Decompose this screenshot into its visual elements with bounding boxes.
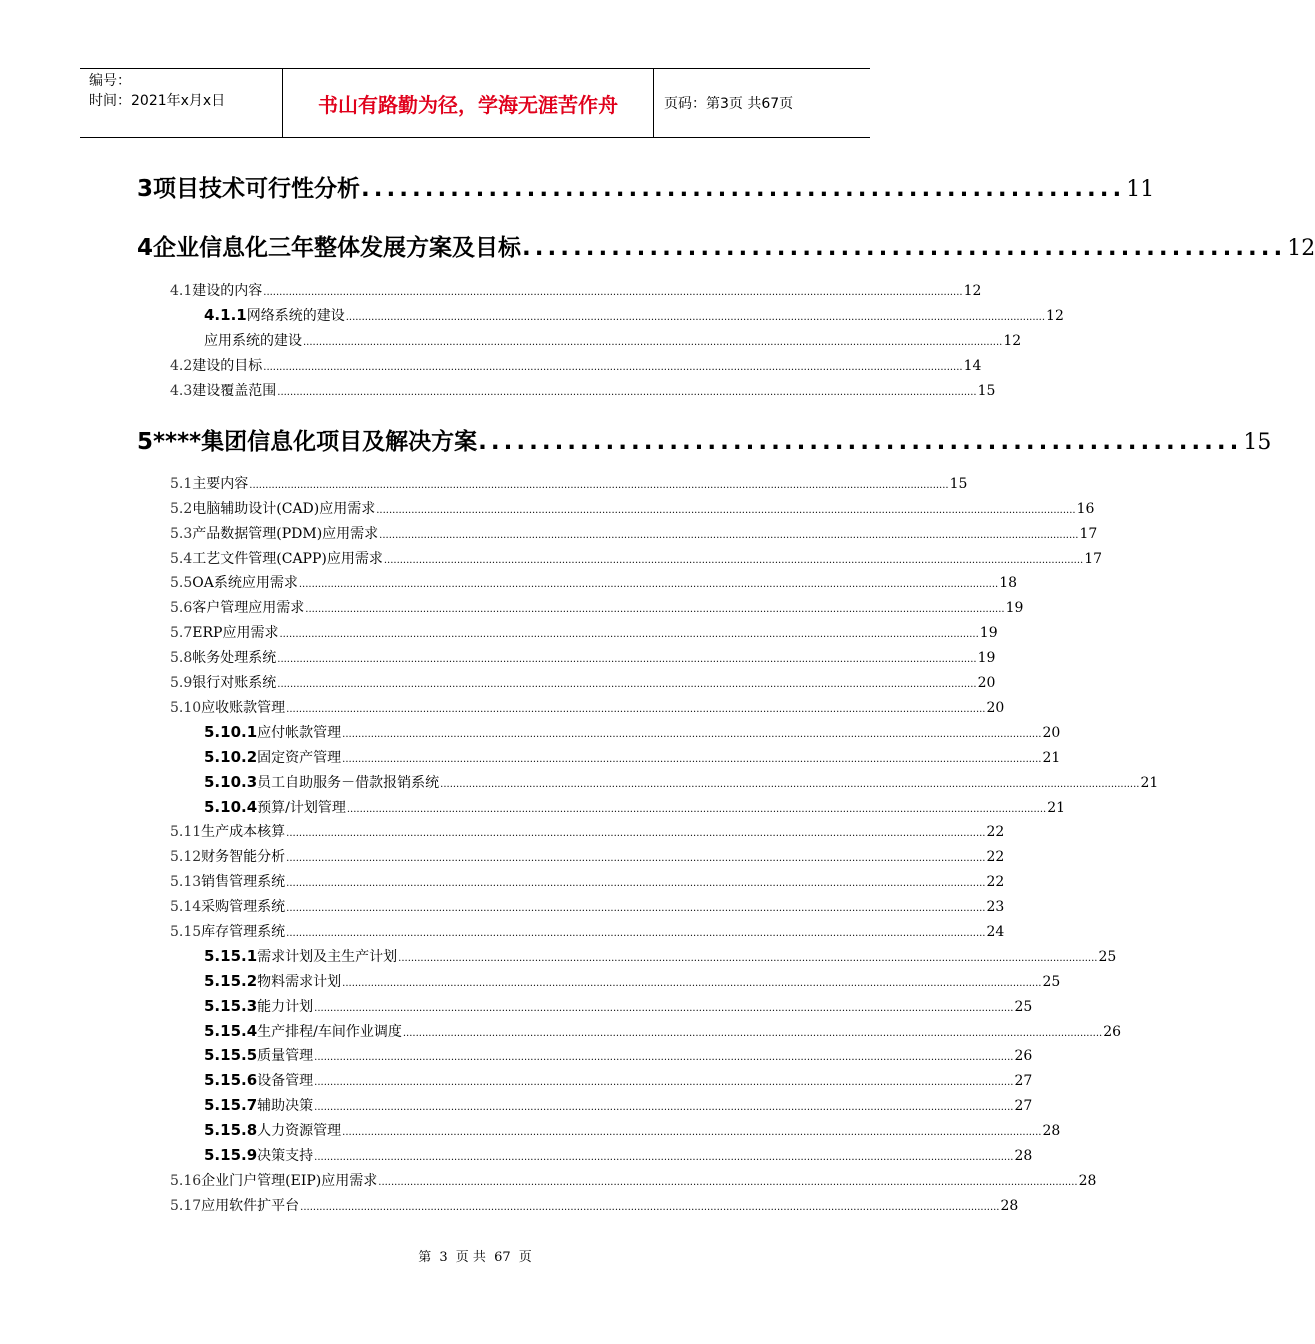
toc-dot-leader: ............................................................................................................................................................................................................................ <box>314 1102 1014 1113</box>
toc-dot-leader: ............................................................................................................................................................................................................................ <box>342 754 1042 765</box>
toc-entry-title: ERP应用需求 <box>192 625 279 641</box>
toc-dot-leader: ............................................................................................................................................................................................................................ <box>279 629 979 640</box>
toc-entry[interactable] <box>170 473 968 493</box>
toc-entry-page: 22 <box>986 824 1005 840</box>
toc-entry-title: 设备管理 <box>257 1073 314 1089</box>
toc-entry[interactable] <box>170 597 1024 617</box>
toc-entry-page: 16 <box>1076 501 1095 517</box>
footer-total: 67 <box>494 1250 511 1265</box>
toc-dot-leader: ............................................................................................................................................................................................................................ <box>263 287 963 298</box>
toc-entry[interactable] <box>204 305 1064 325</box>
toc-entry-title: 质量管理 <box>257 1048 314 1064</box>
toc-entry-title: 工艺文件管理(CAPP)应用需求 <box>192 551 383 567</box>
toc-dot-leader: ............................................................ <box>361 176 1126 202</box>
toc-entry-title: 应付帐款管理 <box>257 725 342 741</box>
toc-entry-page: 25 <box>1014 999 1033 1015</box>
toc-entry-title: 银行对账系统 <box>192 675 277 691</box>
toc-entry[interactable] <box>204 1021 1122 1041</box>
toc-entry-number: 4.1.1 <box>204 306 247 324</box>
toc-entry[interactable] <box>204 722 1061 742</box>
toc-entry-page: 28 <box>1078 1173 1097 1189</box>
toc-entry-title: 物料需求计划 <box>257 974 342 990</box>
toc-entry[interactable] <box>137 229 1315 261</box>
toc-entry[interactable] <box>204 747 1061 767</box>
toc-entry[interactable] <box>137 423 1272 455</box>
toc-entry-number: 5.15.5 <box>204 1046 258 1064</box>
toc-entry-number: 5.10.2 <box>204 748 258 766</box>
toc-entry[interactable] <box>170 1170 1097 1190</box>
toc-entry-title: 应用系统的建设 <box>204 333 302 349</box>
toc-entry-title: 采购管理系统 <box>201 899 286 915</box>
toc-entry[interactable] <box>204 1145 1033 1165</box>
toc-dot-leader: ............................................................................................................................................................................................................................ <box>249 480 949 491</box>
toc-entry-page: 15 <box>1243 430 1272 455</box>
toc-dot-leader: ............................................................................................................................................................................................................................ <box>342 978 1042 989</box>
toc-entry-page: 20 <box>986 700 1005 716</box>
toc-entry-number: 5.14 <box>170 899 202 915</box>
toc-dot-leader: ............................................................................................................................................................................................................................ <box>286 878 986 889</box>
toc-dot-leader: ............................................................................................................................................................................................................................ <box>286 903 986 914</box>
toc-entry-page: 19 <box>979 625 998 641</box>
toc-entry-title: 应收账款管理 <box>201 700 286 716</box>
toc-entry-number: 5.1 <box>170 476 193 492</box>
toc-entry-number: 5.9 <box>170 675 193 691</box>
toc-dot-leader: ............................................................................................................................................................................................................................ <box>440 779 1140 790</box>
toc-entry-title: 人力资源管理 <box>257 1123 342 1139</box>
toc-entry-page: 12 <box>1287 236 1315 261</box>
toc-entry-title: 建设的目标 <box>192 358 263 374</box>
footer-mid: 页 共 <box>455 1250 486 1265</box>
toc-entry[interactable] <box>170 572 1018 592</box>
toc-dot-leader: ............................................................................................................................................................................................................................ <box>300 1202 1000 1213</box>
toc-entry-page: 27 <box>1014 1073 1033 1089</box>
toc-entry[interactable] <box>204 996 1033 1016</box>
toc-dot-leader: ............................................................................................................................................................................................................................ <box>298 579 999 590</box>
toc-dot-leader: ............................................................................................................................................................................................................................ <box>376 505 1076 516</box>
toc-entry-title: 建设覆盖范围 <box>192 383 277 399</box>
toc-entry-number: 5.15.8 <box>204 1121 258 1139</box>
toc-entry-title: 销售管理系统 <box>201 874 286 890</box>
toc-entry-page: 17 <box>1079 526 1098 542</box>
toc-dot-leader: ............................................................ <box>522 235 1287 261</box>
toc-entry-title: 客户管理应用需求 <box>192 600 305 616</box>
toc-entry[interactable] <box>204 1070 1033 1090</box>
toc-entry-number: 5.15.6 <box>204 1071 258 1089</box>
toc-entry[interactable] <box>137 170 1155 202</box>
toc-entry[interactable] <box>204 1095 1033 1115</box>
toc-entry-title: 项目技术可行性分析 <box>153 176 361 202</box>
toc-dot-leader: ............................................................................................................................................................................................................................ <box>314 1052 1014 1063</box>
toc-entry-page: 15 <box>977 383 996 399</box>
toc-entry-page: 21 <box>1047 800 1066 816</box>
toc-dot-leader: ............................................................................................................................................................................................................................ <box>305 604 1005 615</box>
toc-entry[interactable] <box>170 355 982 375</box>
toc-dot-leader: ............................................................................................................................................................................................................................ <box>286 704 986 715</box>
toc-entry-page: 19 <box>1005 600 1024 616</box>
toc-entry[interactable] <box>170 523 1098 543</box>
toc-entry-number: 5.10.1 <box>204 723 258 741</box>
toc-entry-number: 5.17 <box>170 1198 202 1214</box>
toc-dot-leader: ............................................................................................................................................................................................................................ <box>342 1127 1042 1138</box>
toc-entry-title: 企业门户管理(EIP)应用需求 <box>201 1173 378 1189</box>
toc-entry-number: 5.15.7 <box>204 1096 258 1114</box>
toc-dot-leader: ............................................................................................................................................................................................................................ <box>286 828 986 839</box>
toc-entry[interactable] <box>204 1120 1061 1140</box>
toc-dot-leader: ............................................................................................................................................................................................................................ <box>314 1077 1014 1088</box>
header-meta <box>80 69 283 137</box>
toc-entry-title: 电脑辅助设计(CAD)应用需求 <box>192 501 376 517</box>
toc-entry-title: 需求计划及主生产计划 <box>257 949 398 965</box>
toc-entry-number: 4.2 <box>170 358 193 374</box>
toc-entry[interactable] <box>170 697 1005 717</box>
toc-entry-number: 5.16 <box>170 1173 202 1189</box>
toc-entry-title: 应用软件扩平台 <box>201 1198 300 1214</box>
page-footer <box>0 1246 950 1265</box>
toc-entry-number: 4.1 <box>170 283 193 299</box>
toc-entry-title: 决策支持 <box>257 1148 314 1164</box>
toc-entry-page: 15 <box>949 476 968 492</box>
toc-entry-title: 主要内容 <box>192 476 249 492</box>
toc-entry-number: 5.12 <box>170 849 202 865</box>
toc-entry-page: 21 <box>1140 775 1159 791</box>
toc-entry-number: 5 <box>137 429 154 455</box>
toc-entry-number: 5.11 <box>170 824 202 840</box>
footer-page: 3 <box>439 1250 448 1265</box>
toc-entry-number: 5.10.3 <box>204 773 258 791</box>
toc-dot-leader: ............................................................................................................................................................................................................................ <box>346 804 1047 815</box>
toc-entry-page: 23 <box>986 899 1005 915</box>
toc-entry-page: 25 <box>1098 949 1117 965</box>
toc-dot-leader: ............................................................................................................................................................................................................................ <box>286 928 986 939</box>
toc-dot-leader: ............................................................................................................................................................................................................................ <box>303 337 1003 348</box>
toc-entry[interactable] <box>170 622 998 642</box>
toc-dot-leader: ............................................................................................................................................................................................................................ <box>345 312 1046 323</box>
toc-dot-leader: ............................................................................................................................................................................................................................ <box>314 1003 1014 1014</box>
toc-entry-title: 能力计划 <box>257 999 314 1015</box>
toc-entry-title: 生产排程/车间作业调度 <box>257 1024 402 1040</box>
toc-entry-number: 3 <box>137 176 154 202</box>
toc-entry-title: 员工自助服务－借款报销系统 <box>257 775 440 791</box>
toc-entry-number: 5.3 <box>170 526 193 542</box>
footer-prefix: 第 <box>418 1250 432 1265</box>
toc-entry-number: 5.15 <box>170 924 202 940</box>
toc-entry-page: 11 <box>1126 177 1155 202</box>
page-header <box>80 68 870 138</box>
toc-entry-number: 5.15.2 <box>204 972 258 990</box>
toc-entry[interactable] <box>204 772 1159 792</box>
toc-entry-title: 预算/计划管理 <box>257 800 346 816</box>
toc-entry-page: 12 <box>963 283 982 299</box>
toc-entry-page: 22 <box>986 849 1005 865</box>
toc-entry-page: 14 <box>963 358 982 374</box>
toc-entry-number: 5.15.9 <box>204 1146 258 1164</box>
toc-dot-leader: ............................................................................................................................................................................................................................ <box>314 1152 1014 1163</box>
toc-entry[interactable] <box>170 1195 1019 1215</box>
toc-entry-title: 帐务处理系统 <box>192 650 277 666</box>
toc-dot-leader: ............................................................................................................................................................................................................................ <box>277 654 977 665</box>
toc-entry[interactable] <box>170 896 1005 916</box>
toc-entry-number: 5.8 <box>170 650 193 666</box>
toc-dot-leader: ............................................................................................................................................................................................................................ <box>263 362 963 373</box>
date-label: 时间：2021年x月x日 <box>89 93 226 109</box>
toc-entry[interactable] <box>204 946 1117 966</box>
toc-dot-leader: ............................................................................................................................................................................................................................ <box>379 530 1079 541</box>
toc-entry-number: 5.10 <box>170 700 202 716</box>
toc-entry[interactable] <box>204 797 1066 817</box>
toc-dot-leader: ............................................................................................................................................................................................................................ <box>383 555 1084 566</box>
toc-entry-page: 24 <box>986 924 1005 940</box>
toc-entry[interactable] <box>204 1045 1033 1065</box>
toc-entry[interactable] <box>170 672 996 692</box>
footer-suffix: 页 <box>518 1250 532 1265</box>
toc-entry-page: 19 <box>977 650 996 666</box>
toc-dot-leader: ............................................................................................................................................................................................................................ <box>398 953 1098 964</box>
toc-entry-number: 5.7 <box>170 625 193 641</box>
toc-entry-number: 5.5 <box>170 575 193 591</box>
toc-entry[interactable] <box>170 647 996 667</box>
toc-dot-leader: ............................................................................................................................................................................................................................ <box>342 729 1042 740</box>
toc-entry[interactable] <box>170 548 1103 568</box>
toc-entry-number: 4.3 <box>170 383 193 399</box>
toc-entry-title: 固定资产管理 <box>257 750 342 766</box>
header-motto: 书山有路勤为径，学海无涯苦作舟 <box>283 69 654 137</box>
toc-entry-page: 12 <box>1046 308 1064 324</box>
toc-entry-title: 产品数据管理(PDM)应用需求 <box>192 526 379 542</box>
toc-entry-page: 27 <box>1014 1098 1033 1114</box>
toc-entry-title: 辅助决策 <box>257 1098 314 1114</box>
toc-entry-title: 建设的内容 <box>192 283 263 299</box>
toc-entry[interactable] <box>170 821 1005 841</box>
toc-entry-title: 库存管理系统 <box>201 924 286 940</box>
toc-entry-page: 26 <box>1103 1024 1122 1040</box>
toc-entry-number: 5.15.4 <box>204 1022 258 1040</box>
toc-entry[interactable] <box>170 846 1005 866</box>
toc-dot-leader: ............................................................................................................................................................................................................................ <box>378 1177 1078 1188</box>
toc-entry-title: 财务智能分析 <box>201 849 286 865</box>
toc-entry[interactable] <box>170 280 982 300</box>
toc-entry[interactable] <box>170 380 996 400</box>
toc-entry[interactable] <box>170 498 1095 518</box>
number-label: 编号： <box>89 73 131 89</box>
toc-dot-leader: ............................................................................................................................................................................................................................ <box>286 853 986 864</box>
toc-entry-page: 28 <box>1014 1148 1033 1164</box>
toc-entry-number: 5.10.4 <box>204 798 258 816</box>
toc-entry-page: 21 <box>1042 750 1061 766</box>
toc-entry[interactable] <box>170 921 1005 941</box>
toc-entry-title: 生产成本核算 <box>201 824 286 840</box>
toc-entry-page: 18 <box>999 575 1018 591</box>
toc-entry-number: 5.4 <box>170 551 193 567</box>
toc-entry-page: 28 <box>1000 1198 1019 1214</box>
toc-dot-leader: ............................................................................................................................................................................................................................ <box>402 1028 1103 1039</box>
toc-entry-page: 22 <box>986 874 1005 890</box>
toc-entry-title: 网络系统的建设 <box>246 308 345 324</box>
toc-entry-number: 5.2 <box>170 501 193 517</box>
toc-entry[interactable] <box>204 330 1022 350</box>
toc-entry-page: 26 <box>1014 1048 1033 1064</box>
toc-entry-number: 5.15.3 <box>204 997 258 1015</box>
toc-entry-number: 5.15.1 <box>204 947 258 965</box>
toc-entry-page: 25 <box>1042 974 1061 990</box>
toc-entry[interactable] <box>204 971 1061 991</box>
toc-dot-leader: ............................................................................................................................................................................................................................ <box>277 387 977 398</box>
header-page-info: 页码：第3页 共67页 <box>664 96 794 112</box>
toc-entry-number: 5.6 <box>170 600 193 616</box>
toc-entry-title: 企业信息化三年整体发展方案及目标 <box>153 235 522 261</box>
toc-entry-page: 20 <box>977 675 996 691</box>
toc-entry-page: 28 <box>1042 1123 1061 1139</box>
toc-entry-number: 5.13 <box>170 874 202 890</box>
toc-entry-title: ****集团信息化项目及解决方案 <box>153 429 478 455</box>
toc-entry-page: 12 <box>1003 333 1022 349</box>
toc-entry-number: 4 <box>137 235 154 261</box>
toc-entry[interactable] <box>170 871 1005 891</box>
toc-entry-page: 17 <box>1084 551 1103 567</box>
toc-dot-leader: ............................................................................................................................................................................................................................ <box>277 679 977 690</box>
toc-dot-leader: ............................................................ <box>478 429 1243 455</box>
toc-entry-page: 20 <box>1042 725 1061 741</box>
toc-entry-title: OA系统应用需求 <box>192 575 298 591</box>
